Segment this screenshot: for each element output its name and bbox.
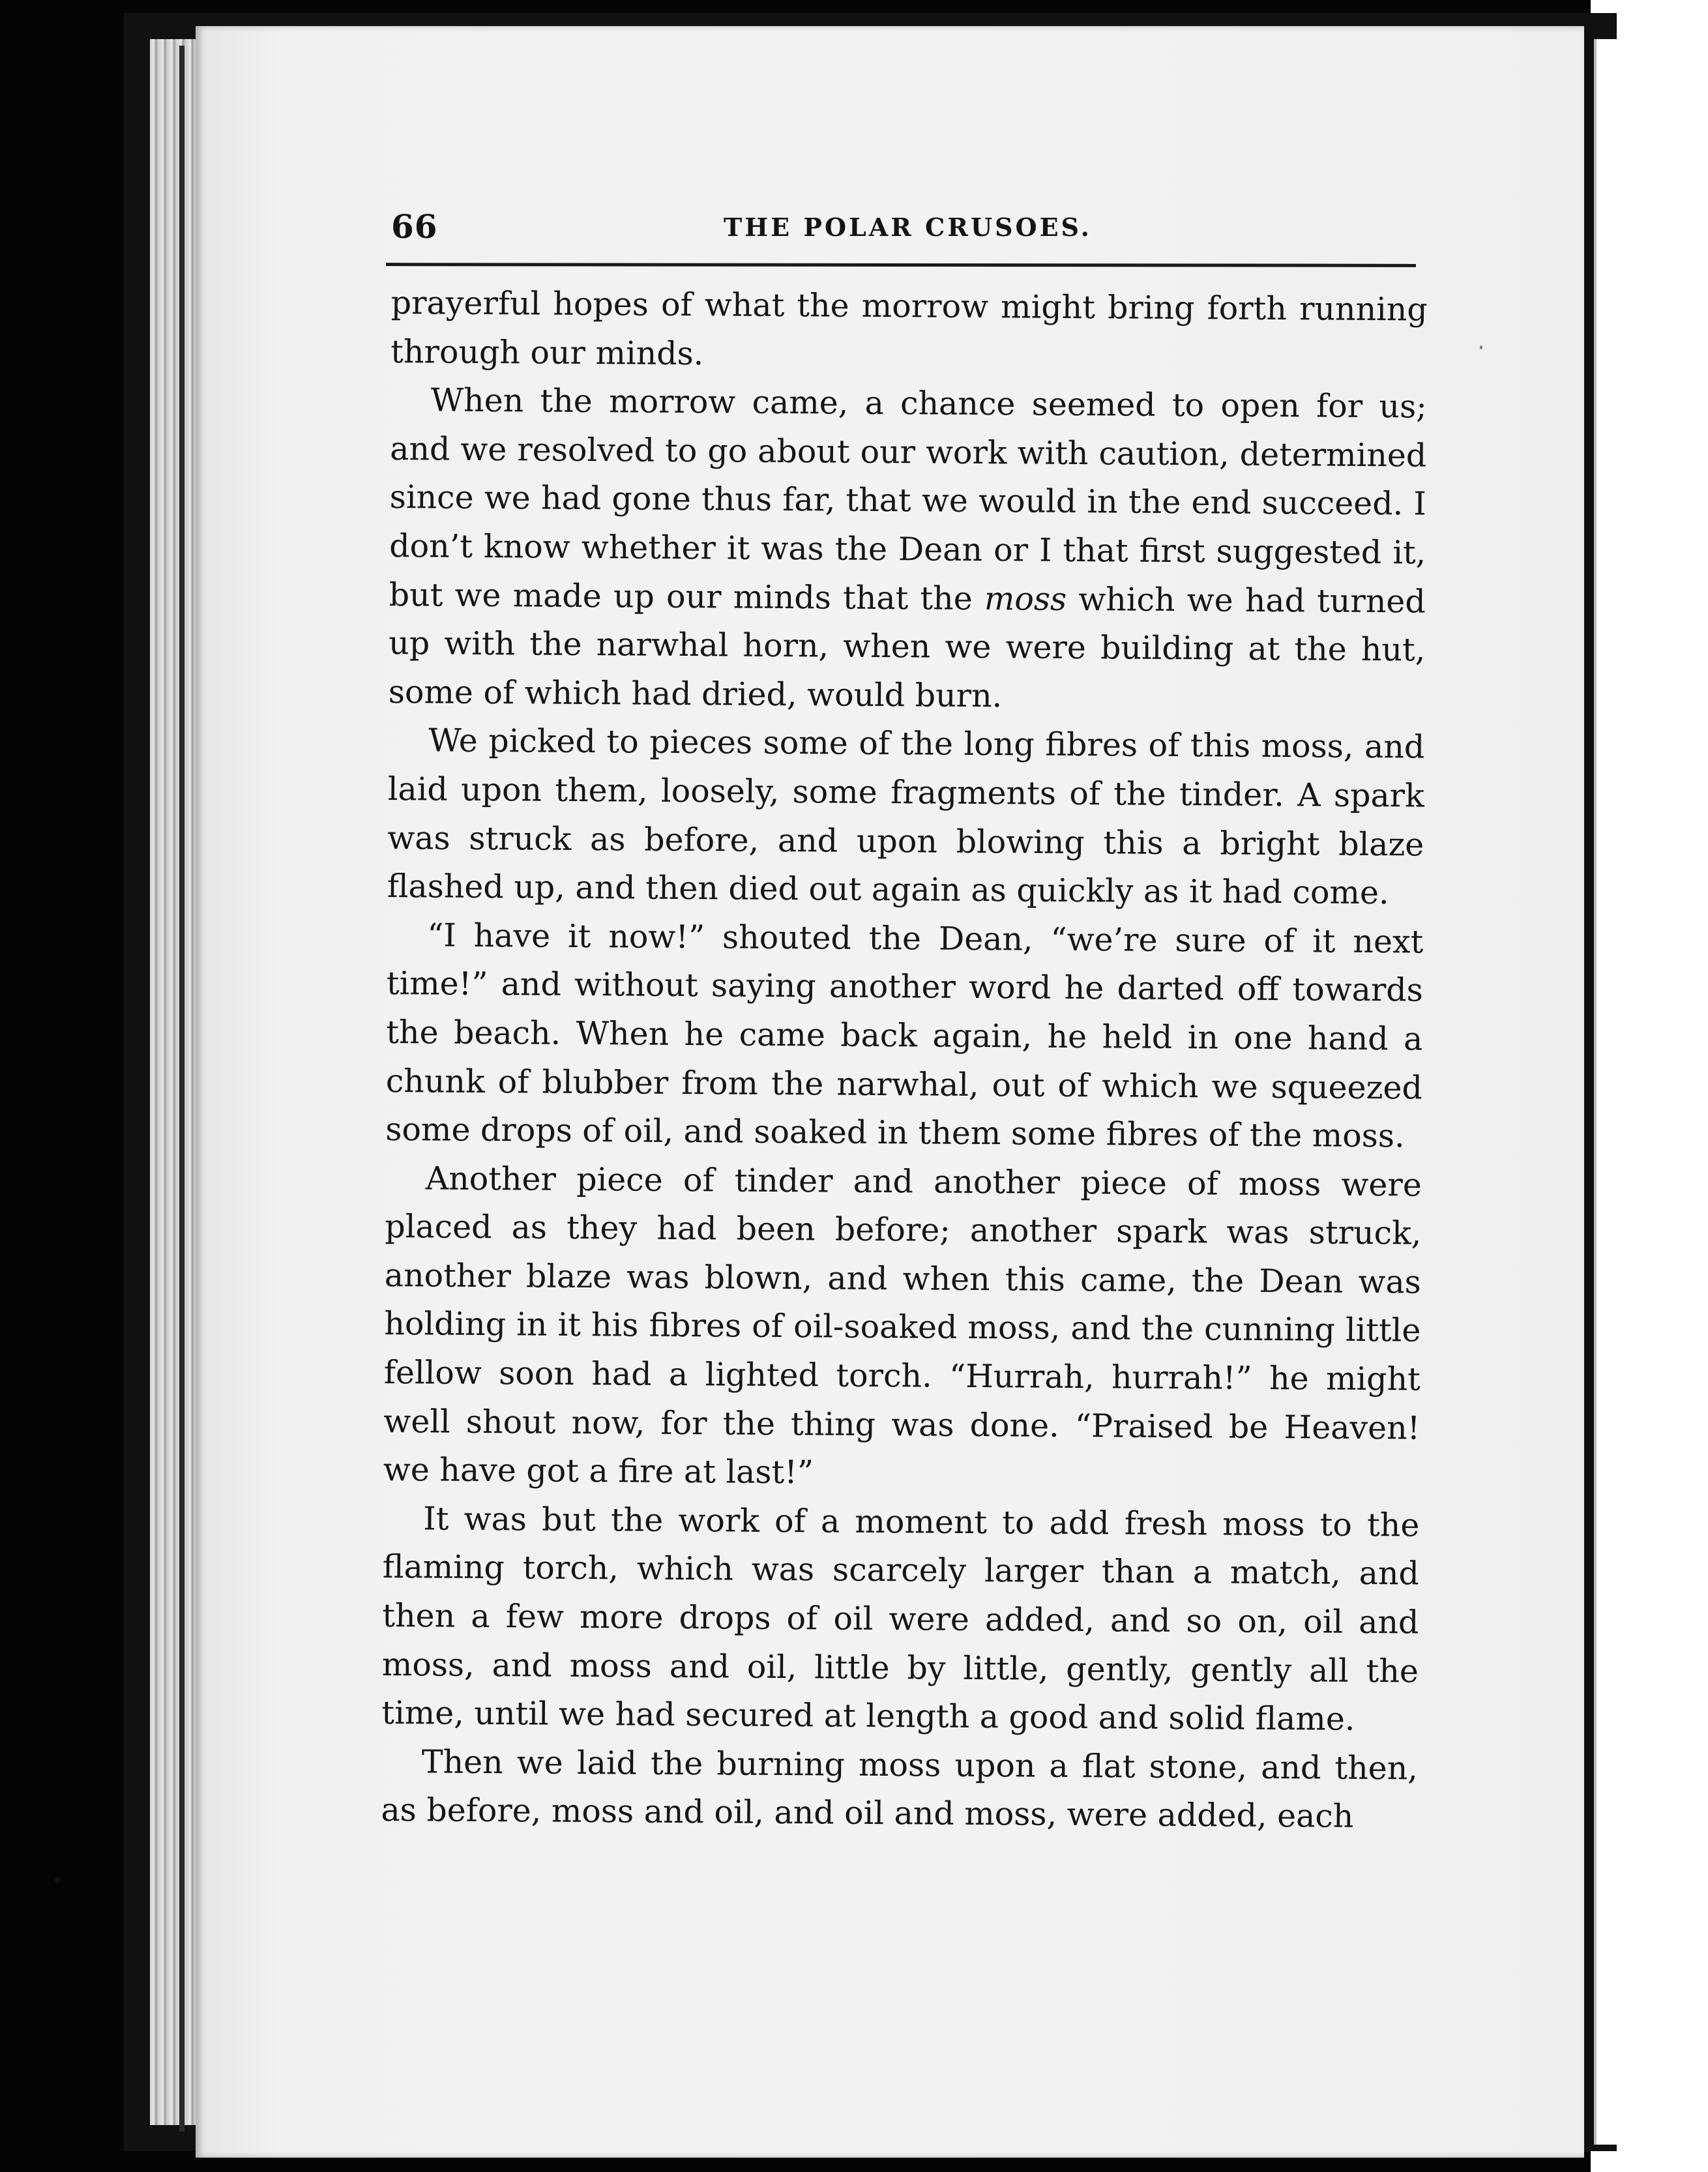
italic-word: moss: [984, 580, 1067, 618]
body-text: [381, 279, 1428, 1842]
scan-speck: [163, 2145, 169, 2150]
paragraph: We picked to pieces some of the long fibres of this moss, and laid upon them, loosely, some fragments of the tinder. A spark was struck as before, and upon blowing this a bright blaze flashed up, and then died out again as quickly as it had come.: [387, 722, 1425, 912]
binding-gutter: [179, 46, 184, 2132]
page-number: 66: [391, 207, 438, 246]
paragraph: Another piece of tinder and another piece of moss were placed as they had been before; another spark was struck, another blaze was blown, and when this came, the Dean was holding in it his fibres of oil-soaked moss, and the cunning little fellow soon had a lighted torch. “Hurrah, hurrah!” he might well shout now, for the thing was done. “Praised be Heaven! we have got a fire at last!”: [383, 1160, 1422, 1491]
scan-speck: [1480, 345, 1482, 349]
paragraph: Then we laid the burning moss upon a flat stone, and then, as before, moss and oil, and oil and moss, were added, each: [381, 1743, 1419, 1836]
paragraph: [389, 376, 1427, 724]
paragraph-text: When the morrow came, a chance seemed to open for us; and we resolved to go about our work with caution, determined since we had gone thus far, that we would in the end succeed. I don’t know whether it was the Dean or I that first suggested it, but we made up our minds that the: [389, 381, 1427, 617]
paragraph-continued: prayerful hopes of what the morrow might bring forth running through our minds.: [390, 284, 1428, 372]
paragraph: “I have it now!” shouted the Dean, “we’re sure of it next time!” and without saying another word he darted off towards the beach. When he came back again, he held in one hand a chunk of blubber from the narwhal, out of which we squeezed some drops of oil, and soaked in them some fibres of the moss.: [385, 917, 1424, 1155]
running-head: [391, 207, 1415, 259]
book-title: THE POLAR CRUSOES.: [724, 213, 1092, 242]
facing-page-edge: [1594, 39, 1708, 2145]
paragraph-text: which we had turned up with the narwhal horn, when we were building at the hut, some of which had dried, would burn.: [388, 580, 1426, 714]
paragraph: It was but the work of a moment to add fresh moss to the flaming torch, which was scarcely larger than a match, and then a few more drops of oil were added, and so on, oil and moss, and moss and oil, little by little, gently, gently all the time, until we had secured at length a good and solid flame.: [381, 1500, 1420, 1739]
scan-speck: [55, 1877, 60, 1883]
